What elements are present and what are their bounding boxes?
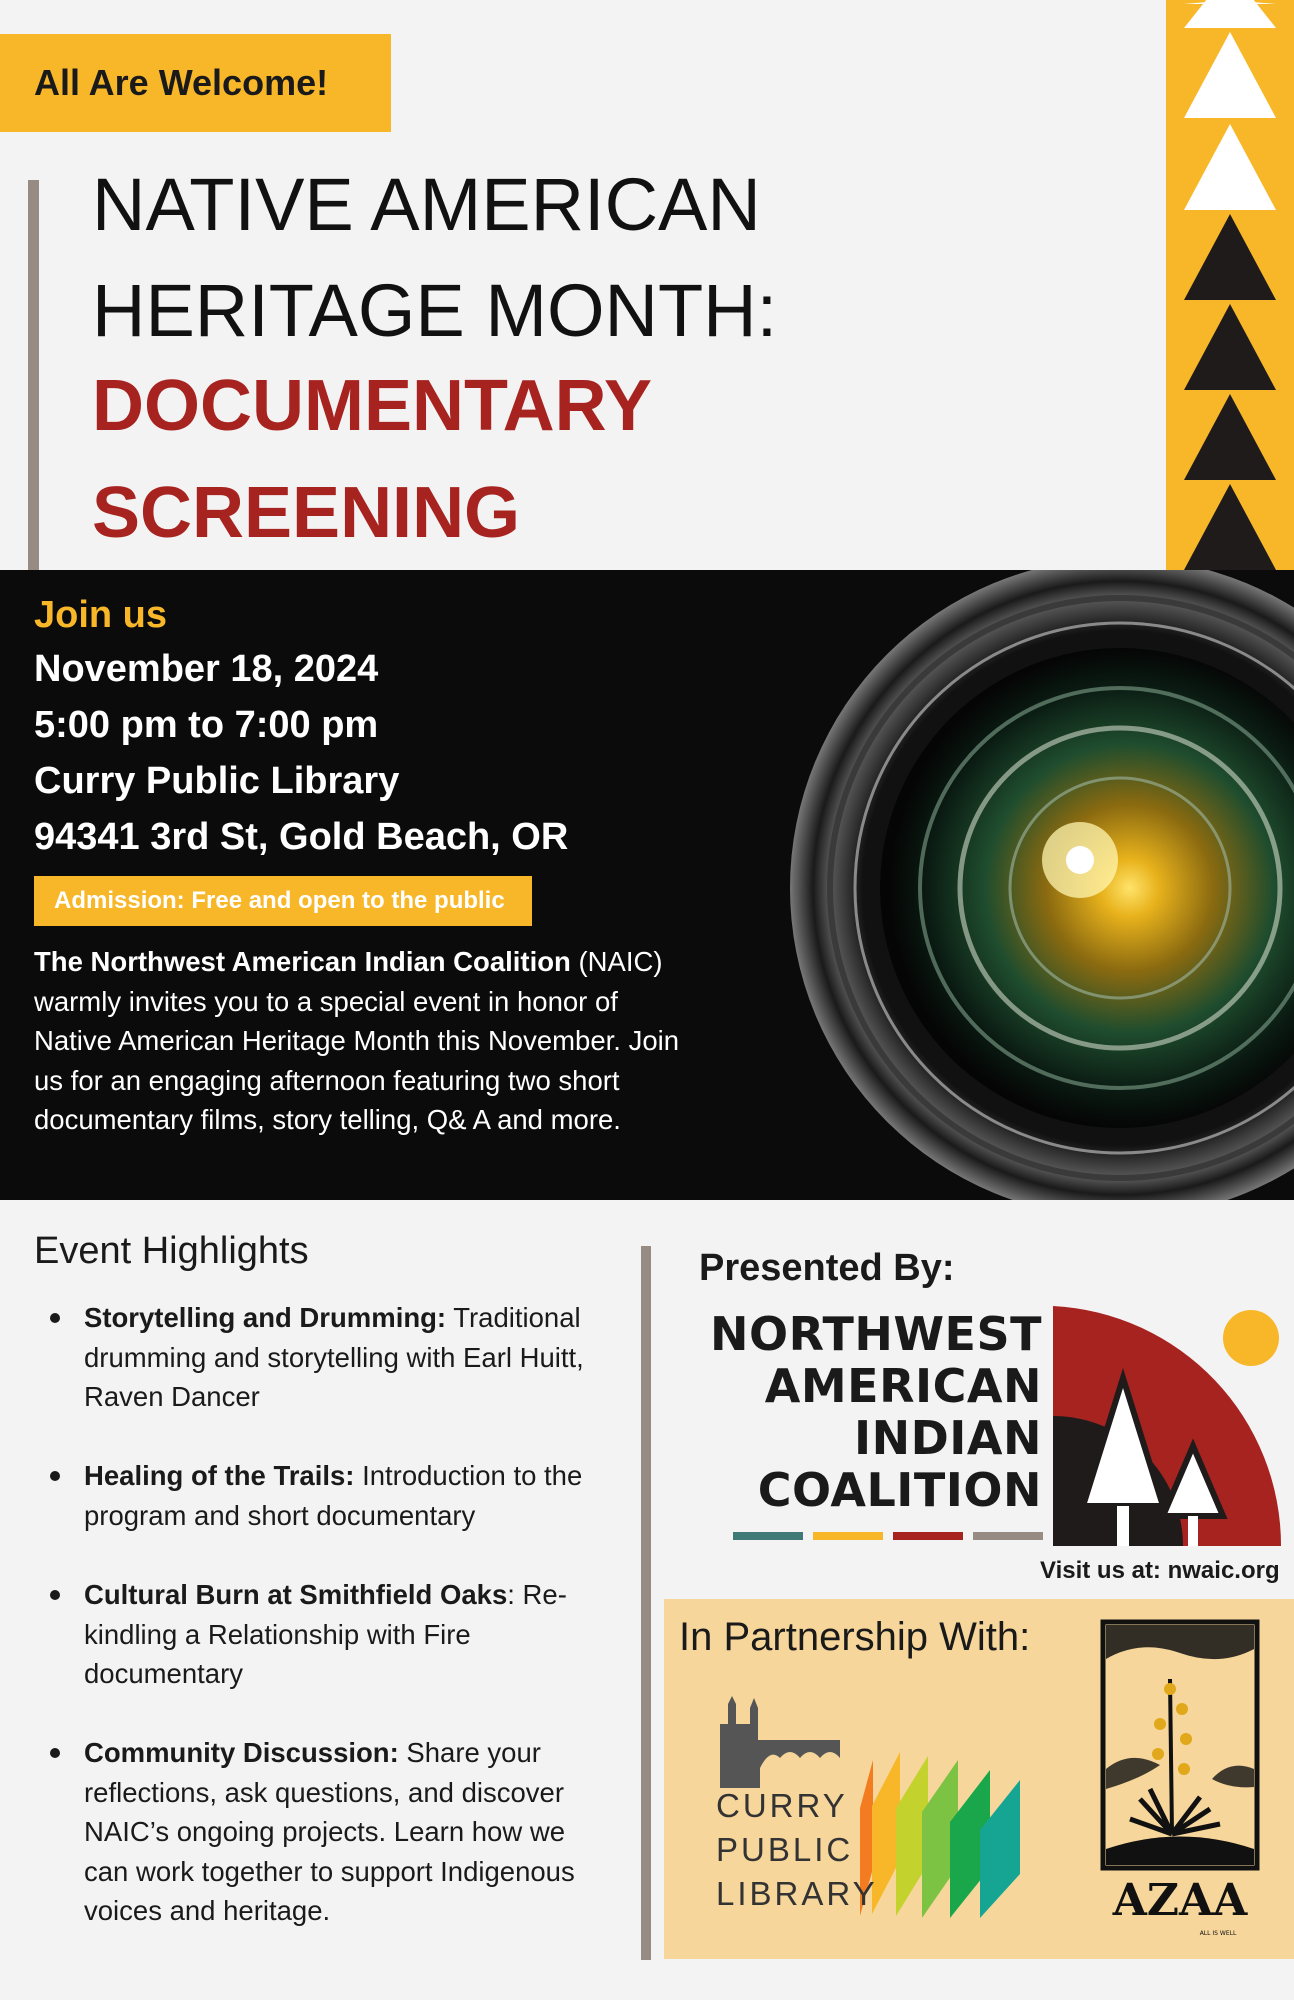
welcome-text: All Are Welcome! xyxy=(34,62,329,103)
page-title-line-1: NATIVE AMERICAN xyxy=(92,163,761,246)
highlight-item xyxy=(84,1456,604,1535)
event-details-panel xyxy=(0,570,1294,1200)
admission-badge xyxy=(34,876,532,926)
page-subtitle-line-2: SCREENING xyxy=(92,473,521,553)
welcome-banner xyxy=(0,34,391,132)
triangle-pattern-strip xyxy=(1166,0,1294,570)
title-accent-bar xyxy=(28,180,39,570)
black-triangle-icon xyxy=(1184,394,1276,480)
highlight-item xyxy=(84,1298,604,1417)
column-divider xyxy=(641,1246,651,1960)
admission-text: Admission: Free and open to the public xyxy=(54,887,505,914)
organization-name: The Northwest American Indian Coalition xyxy=(34,946,571,977)
azaa-tagline: ALL IS WELL xyxy=(1199,1930,1237,1937)
page-title-line-2: HERITAGE MONTH: xyxy=(92,269,778,352)
library-name-line: CURRY xyxy=(716,1787,848,1824)
highlight-text: Introduction to the program and short documentary xyxy=(84,1460,583,1531)
highlight-title: Storytelling and Drumming: xyxy=(84,1302,447,1333)
black-triangle-icon xyxy=(1184,484,1276,570)
highlight-title: Community Discussion: xyxy=(84,1737,399,1768)
highlights-heading: Event Highlights xyxy=(34,1230,309,1272)
naic-name xyxy=(700,1308,1042,1516)
highlight-item xyxy=(84,1575,604,1694)
website-link[interactable]: Visit us at: nwaic.org xyxy=(1040,1557,1280,1584)
highlight-title: Cultural Burn at Smithfield Oaks xyxy=(84,1579,508,1610)
curry-library-name xyxy=(716,1784,878,1916)
black-triangle-icon xyxy=(1184,214,1276,300)
white-triangle-icon xyxy=(1184,0,1276,28)
highlight-title: Healing of the Trails: xyxy=(84,1460,355,1491)
bullet-icon xyxy=(50,1313,60,1323)
event-venue: Curry Public Library xyxy=(34,760,400,802)
naic-name-line: NORTHWEST xyxy=(709,1307,1042,1361)
highlight-item xyxy=(84,1733,604,1931)
event-date: November 18, 2024 xyxy=(34,648,379,690)
library-name-line: PUBLIC xyxy=(716,1831,854,1868)
azaa-logo-icon xyxy=(1100,1619,1260,1942)
white-triangle-icon xyxy=(1184,32,1276,118)
black-triangle-icon xyxy=(1184,304,1276,390)
bullet-icon xyxy=(50,1590,60,1600)
event-description xyxy=(34,942,694,1140)
highlight-text: Share your reflections, ask questions, and discover NAIC’s ongoing projects. Learn how we can work together to support Indigenous voices and heritage. xyxy=(84,1737,575,1926)
naic-name-line: INDIAN xyxy=(853,1411,1042,1465)
presented-by-label: Presented By: xyxy=(699,1247,955,1289)
library-name-line: LIBRARY xyxy=(716,1875,878,1912)
naic-name-line: COALITION xyxy=(757,1463,1042,1517)
bullet-icon xyxy=(50,1471,60,1481)
white-triangle-icon xyxy=(1184,124,1276,210)
event-address: 94341 3rd St, Gold Beach, OR xyxy=(34,816,569,858)
highlight-text: : Re-kindling a Relationship with Fire documentary xyxy=(84,1579,567,1689)
join-us-label: Join us xyxy=(34,594,168,636)
description-text: (NAIC) warmly invites you to a special event in honor of Native American Heritage Month this November. Join us for an engaging afternoon featuring two short documentary films, story telling, Q& A and more. xyxy=(34,946,680,1135)
azaa-wordmark: AZAA xyxy=(1112,1875,1248,1926)
page-subtitle-line-1: DOCUMENTARY xyxy=(92,366,652,446)
bullet-icon xyxy=(50,1748,60,1758)
camera-lens-image xyxy=(730,570,1294,1200)
highlight-text: Traditional drumming and storytelling with Earl Huitt, Raven Dancer xyxy=(84,1302,584,1412)
event-time: 5:00 pm to 7:00 pm xyxy=(34,704,379,746)
naic-name-line: AMERICAN xyxy=(764,1359,1042,1413)
partnership-heading: In Partnership With: xyxy=(679,1615,1031,1659)
